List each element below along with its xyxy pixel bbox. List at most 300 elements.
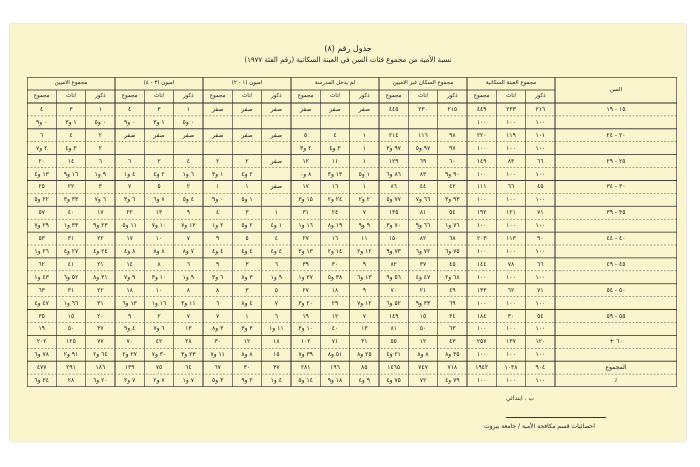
sub-header: اناث <box>506 93 516 99</box>
cell-percent: ١٠٠ <box>476 273 487 281</box>
cell-count: ٣ <box>69 105 73 113</box>
cell-count: ١٤٦٥ <box>387 364 401 372</box>
table-number-title: جدول رقم (٨) <box>324 44 372 53</box>
cell-count: ٣١ <box>67 286 75 294</box>
cell-percent: ١٠٠ <box>535 273 546 281</box>
cell-percent: ٥٠ <box>67 325 75 333</box>
cell-count: ١٥٠ <box>388 235 399 243</box>
cell-count: ٥ <box>304 131 308 139</box>
cell-count: ٥٧ <box>38 209 45 217</box>
cell-percent: ٧ و٨ <box>182 247 194 255</box>
cell-percent: ١٠٠ <box>535 377 546 385</box>
cell-percent: ٦٤ و٢ <box>93 351 108 359</box>
cell-count: ١ <box>245 183 249 191</box>
cell-count: ٨٣ <box>507 157 515 165</box>
header-group: مجموع الاميين <box>54 80 88 86</box>
cell-count: ١٩ <box>302 312 309 320</box>
cell-percent: ٠ و٩ <box>36 118 48 126</box>
cell-percent: ١٠٠ <box>476 222 487 230</box>
cell-percent: ١ و٥ <box>358 170 370 178</box>
cell-count: ١ <box>362 157 366 165</box>
cell-percent: ٢٩ و٧ <box>34 222 49 230</box>
cell-count: ١٨ <box>273 338 280 346</box>
cell-percent: ٦٦ و٧ <box>415 196 431 204</box>
cell-count: ٨٦ <box>390 183 397 191</box>
cell-count: ٦ <box>274 260 278 268</box>
cell-count: ١١١ <box>476 183 487 191</box>
cell-percent: ٦٣ <box>449 325 456 333</box>
cell-count: ٣ <box>245 260 249 268</box>
row-age-label: ٥٠ - ٥٤ <box>606 286 626 294</box>
cell-percent: ١ و٣ <box>65 118 77 126</box>
cell-percent: ١٠٠ <box>506 222 516 230</box>
cell-count: ١٧ <box>97 209 104 217</box>
cell-percent: ١٩ و٨ <box>327 222 343 230</box>
cell-percent: ٣ و٣ <box>241 325 253 333</box>
cell-percent: ٥٦ و٩ <box>386 273 401 281</box>
cell-count: ٢٤ <box>331 209 339 217</box>
cell-percent: ١٦ و٩ <box>63 170 79 178</box>
cell-percent: ٣٣ و٣ <box>63 196 79 204</box>
cell-percent: ٢٤ و٤ <box>93 247 108 255</box>
cell-percent: ٥٠ <box>419 325 427 333</box>
cell-percent: ١١ و٧ <box>210 351 225 359</box>
sub-header: ذكور <box>271 93 282 99</box>
cell-count: ١ <box>186 105 190 113</box>
cell-percent: ٤٧ و٤ <box>415 273 431 281</box>
cell-percent: ١٠٠ <box>506 351 516 359</box>
cell-count: ٤٧٧ <box>36 364 47 372</box>
cell-percent: ١٣ و٣ <box>298 247 313 255</box>
cell-count: ١ <box>98 105 102 113</box>
cell-count: ١٠٢ <box>300 338 311 346</box>
scanned-document-page <box>10 24 686 441</box>
cell-percent: ١ و٥ <box>241 196 253 204</box>
cell-percent: ١٤ و٢ <box>327 247 343 255</box>
cell-count: ٤ <box>128 105 132 113</box>
row-age-label: ٣٥ - ٣٩ <box>606 209 626 217</box>
cell-count: ٤٩ <box>449 286 456 294</box>
cell-percent: ٧٣ و٩ <box>386 247 401 255</box>
sub-header: اناث <box>66 93 76 99</box>
cell-count: ١٣٩ <box>124 364 135 372</box>
cell-percent: ٤ و٤ <box>212 247 224 255</box>
cell-count: ٦ <box>186 260 190 268</box>
signature-line <box>506 417 606 418</box>
cell-count: ٣٠ <box>331 260 339 268</box>
statistics-table <box>27 77 677 387</box>
cell-percent: ٢٨ <box>67 377 75 385</box>
row-age-label: ٣٠ - ٣٤ <box>606 183 626 191</box>
cell-percent: ١٠٠ <box>476 118 487 126</box>
cell-percent: ١٠٠ <box>506 273 516 281</box>
cell-percent: ١٢ و٢ <box>357 247 372 255</box>
cell-count: ٨ <box>157 260 161 268</box>
cell-count: ١ <box>245 312 249 320</box>
cell-count: ١٨٤ <box>476 312 487 320</box>
cell-percent: ٦ و٧ <box>153 325 165 333</box>
cell-percent: ٣ و٤ <box>65 144 77 152</box>
cell-percent: ٩٧ <box>449 144 456 152</box>
cell-percent: ٦٨ و٢ <box>445 273 460 281</box>
cell-count: ٢ <box>157 312 161 320</box>
cell-count: ٩٠٤ <box>535 364 546 372</box>
cell-count: ٢١٥ <box>447 105 458 113</box>
cell-count: صفر <box>329 105 341 113</box>
cell-percent: ١٠٠ <box>506 170 516 178</box>
cell-count: ٢٧ <box>302 235 309 243</box>
cell-percent: ٢٥ و٨ <box>357 351 372 359</box>
sub-header: ذكور <box>447 93 458 99</box>
cell-percent: ١٠٠ <box>506 325 516 333</box>
row-age-label: ٢٥ - ٢٩ <box>606 157 626 165</box>
cell-percent: ٢٤ و٢ <box>327 196 343 204</box>
cell-percent: ٣٥ و٨ <box>445 351 460 359</box>
cell-count: ٥٣ <box>38 235 45 243</box>
cell-percent: ١٣ و٤ <box>34 170 49 178</box>
cell-percent: ٩ و١ <box>94 170 106 178</box>
cell-count: ٣٧ <box>419 260 427 268</box>
cell-count: ١٩٤٢ <box>475 364 489 372</box>
cell-count: ١١٦ <box>418 131 428 139</box>
cell-percent: ٧٢ <box>419 377 427 385</box>
cell-count: ٧١٨ <box>447 364 458 372</box>
cell-percent: ٤ و٩ <box>124 325 136 333</box>
cell-count: ٤٣ <box>449 338 456 346</box>
cell-count: صفر <box>270 131 283 139</box>
cell-count: ٤ <box>186 157 190 165</box>
cell-count: ٤٤٥ <box>388 105 399 113</box>
cell-count: ٩ <box>362 286 366 294</box>
cell-percent: ٢١ و٤ <box>386 351 401 359</box>
footer-note: ب . ابتدائي <box>506 395 535 402</box>
cell-count: ٣٠ <box>214 338 221 346</box>
cell-count: ١٢٠ <box>535 338 546 346</box>
cell-count: ٧١ <box>331 338 339 346</box>
cell-count: ١٠ <box>155 286 163 294</box>
header-group: اميون (١ - ٢) <box>231 80 263 86</box>
cell-count: ٩٨ <box>449 131 456 139</box>
cell-percent: ١٠٠ <box>535 170 546 178</box>
cell-count: ١٩٢ <box>476 209 487 217</box>
cell-count: ١٤ <box>67 157 75 165</box>
cell-count: ١١٩ <box>506 131 516 139</box>
cell-percent: ٨ و٤ <box>124 247 136 255</box>
cell-count: ٣٥ <box>38 312 45 320</box>
cell-count: ٩ <box>128 312 132 320</box>
cell-count: ٤ <box>274 235 278 243</box>
sub-header: مجموع <box>385 93 402 99</box>
row-age-label: المجموع <box>605 364 627 372</box>
table-subtitle: نسبة الأمية من مجموع فئات السن في العينة السكانية (رقم الفئة ١٩٧٧) <box>244 56 452 64</box>
cell-percent: ١٠٠ <box>476 196 487 204</box>
cell-count: ١١ <box>331 157 339 165</box>
cell-count: ١٨٦ <box>95 364 106 372</box>
sub-header: ذكور <box>95 93 106 99</box>
cell-percent: ١٠٠ <box>506 377 516 385</box>
cell-count: ٧٠ <box>126 338 133 346</box>
row-age-label: ٤٠ - ٤٤ <box>606 235 626 243</box>
row-age-label: ٢٠ - ٢٤ <box>606 131 626 139</box>
cell-count: ٢١ <box>419 286 427 294</box>
cell-count: ٥ <box>274 286 278 294</box>
cell-count: ٢٠٣ <box>476 235 487 243</box>
cell-count: ٣٩ <box>302 260 309 268</box>
cell-percent: ٦ و١ <box>182 170 194 178</box>
cell-count: ١ <box>216 183 220 191</box>
cell-percent: ٠ و٩ <box>212 196 224 204</box>
cell-percent: ٢٤ و٦ <box>34 377 49 385</box>
cell-percent: ٧ و٢ <box>153 377 165 385</box>
cell-count: صفر <box>153 131 165 139</box>
cell-percent: ٣٣ و١ <box>63 222 79 230</box>
cell-count: صفر <box>299 105 312 113</box>
cell-percent: ٦٦ و١ <box>63 299 79 307</box>
cell-count: ٦٤ <box>185 364 192 372</box>
cell-percent: ٦٦ و٩ <box>415 222 431 230</box>
cell-count: ١٢٩ <box>388 157 399 165</box>
cell-percent: ٣٣ و٩ <box>415 299 431 307</box>
cell-count: ٦٠ <box>449 157 456 165</box>
cell-count: ١٦ <box>331 183 339 191</box>
cell-count: ٧ <box>186 312 190 320</box>
sub-header: مجموع <box>297 93 314 99</box>
cell-count: ٤ <box>333 131 337 139</box>
cell-count: ١٥ <box>67 312 75 320</box>
cell-percent: ٠ و٥ <box>182 118 194 126</box>
cell-count: ١٢ <box>302 157 309 165</box>
cell-percent: ١٣ <box>361 325 368 333</box>
cell-count: ٨٢ <box>390 260 397 268</box>
cell-count: ١٤ <box>126 260 133 268</box>
cell-count: ٢ <box>157 157 161 165</box>
cell-percent: ٣٠ و٧ <box>151 351 167 359</box>
cell-count: ١٢ <box>419 338 427 346</box>
cell-percent: ١٠٠ <box>535 196 546 204</box>
cell-count: ٧٠ <box>390 286 397 294</box>
cell-percent: ٤٠ <box>331 325 339 333</box>
cell-count: ٤٥ <box>449 260 456 268</box>
cell-count: ١٢٥ <box>66 338 76 346</box>
cell-percent: ٧٦ و١ <box>445 222 460 230</box>
cell-count: ٢ <box>186 183 190 191</box>
cell-percent: ٤ و١ <box>270 377 282 385</box>
cell-count: ١٩٦ <box>330 364 340 372</box>
cell-count: ١ <box>362 183 366 191</box>
cell-percent: ٧٥ و٤ <box>386 377 401 385</box>
cell-percent: ١٢ و٧ <box>357 299 372 307</box>
cell-percent: ٥٢ و٦ <box>386 299 401 307</box>
cell-count: ٨١ <box>419 209 427 217</box>
cell-percent: ٢٠ و٣ <box>298 299 313 307</box>
cell-percent: ٩ و٧ <box>124 273 136 281</box>
cell-count: ٨٢ <box>419 235 427 243</box>
row-age-label: ٤٥ - ٤٩ <box>606 260 626 268</box>
cell-count: ٢٠ <box>97 312 104 320</box>
cell-count: ٧٨ <box>507 260 515 268</box>
cell-count: ٢٥٧ <box>476 338 487 346</box>
cell-count: ٤٤٩ <box>476 105 487 113</box>
cell-count: ١٣٣ <box>476 286 487 294</box>
cell-percent: ٢ و٣ <box>300 144 312 152</box>
cell-count: ٣٠ <box>243 364 251 372</box>
cell-percent: ٢ و٢ <box>358 196 370 204</box>
cell-percent: ١٠٠ <box>476 325 487 333</box>
cell-count: ٩٠ <box>537 235 544 243</box>
cell-count: ٦ <box>274 312 278 320</box>
sub-header: ذكور <box>183 93 194 99</box>
cell-count: ٤ <box>216 209 220 217</box>
cell-percent: ٠ و٥ <box>94 118 106 126</box>
cell-count: ١٠١ <box>535 131 546 139</box>
cell-percent: ١٠٠ <box>506 247 516 255</box>
cell-count: ٦٩ <box>419 157 427 165</box>
sub-header: اناث <box>418 93 428 99</box>
cell-percent: ٣ و٤ <box>329 144 341 152</box>
cell-count: ٣٧ <box>273 364 280 372</box>
cell-count: ٧٥ <box>155 364 163 372</box>
cell-count: ٢٣٣ <box>506 105 516 113</box>
cell-percent: ١٠ و٣ <box>298 325 313 333</box>
cell-percent: ١٣ و٦ <box>357 273 372 281</box>
cell-percent: ٣ و٨ <box>212 325 224 333</box>
cell-percent: ٢ و٩ <box>241 377 253 385</box>
cell-count: ٤٤ <box>419 183 427 191</box>
cell-percent: ١٠٠ <box>476 170 487 178</box>
cell-percent: ٠ و٩ <box>124 118 136 126</box>
cell-percent: ١٠٠ <box>535 325 546 333</box>
cell-percent: ١٠٠ <box>535 247 546 255</box>
cell-count: ٢٥ <box>38 183 45 191</box>
cell-count: صفر <box>123 131 136 139</box>
cell-count: ٦٧ <box>214 364 221 372</box>
cell-percent: ١٠٠ <box>476 351 487 359</box>
cell-percent: ٢٣ و٩ <box>93 222 108 230</box>
cell-count: صفر <box>270 105 283 113</box>
cell-count: ١٨ <box>331 286 339 294</box>
cell-percent: ٣١ و٨ <box>93 273 108 281</box>
cell-percent: ٤ و١ <box>124 170 136 178</box>
row-age-label: ١٥ - ١٩ <box>606 105 626 113</box>
cell-count: ٦٦ <box>537 260 544 268</box>
cell-count: ٩ <box>186 209 190 217</box>
cell-count: ٣ <box>245 286 249 294</box>
cell-percent: ١٣ <box>185 325 192 333</box>
cell-percent: ٩٧ و٥ <box>415 144 431 152</box>
cell-percent: ٧ و٦ <box>153 196 165 204</box>
cell-count: ٢١٦ <box>535 105 546 113</box>
cell-count: ٩ <box>216 235 220 243</box>
cell-percent: ١٠٠ <box>535 351 546 359</box>
cell-percent: ٨ و٨ <box>241 351 253 359</box>
cell-count: صفر <box>182 131 195 139</box>
cell-count: ٣ <box>245 209 249 217</box>
cell-percent: ٩ و١ <box>270 273 282 281</box>
cell-count: ٤٢ <box>155 338 163 346</box>
cell-percent: ٥٢ و٦ <box>63 273 79 281</box>
cell-percent: ١٠٠ <box>535 222 546 230</box>
cell-percent: ٩١ و٢ <box>63 351 79 359</box>
cell-percent: ١٠٠ <box>476 377 487 385</box>
cell-count: ١١ <box>361 235 368 243</box>
cell-count: ١٠ <box>155 235 163 243</box>
cell-count: ٧٤٧ <box>418 364 428 372</box>
cell-count: ٧٧ <box>97 338 104 346</box>
cell-percent: ٤ و٤ <box>270 247 282 255</box>
cell-percent: ١١ و١ <box>269 325 284 333</box>
row-age-label: ٥٥ - ٥٩ <box>606 312 626 320</box>
cell-percent: ٩٠ و٩ <box>445 170 460 178</box>
cell-count: ١٣ <box>155 209 163 217</box>
cell-count: ١٢ <box>331 312 339 320</box>
cell-count: ٧ <box>128 183 132 191</box>
cell-percent: ٧٠ و٣ <box>386 222 401 230</box>
cell-percent: ١٤ و٥ <box>298 377 313 385</box>
cell-count: ٢٧ <box>302 286 309 294</box>
cell-percent: ٩ و٤ <box>358 377 370 385</box>
cell-count: ١٢١ <box>506 209 516 217</box>
cell-count: ٥٤ <box>537 312 544 320</box>
cell-count: ٨ <box>186 286 190 294</box>
cell-count: ١٨ <box>126 286 133 294</box>
cell-percent: ١٨ و٩ <box>327 377 343 385</box>
cell-count: ٧ <box>362 312 366 320</box>
cell-percent: ١٣ و٦ <box>122 299 137 307</box>
cell-percent: ٢٧ و٤ <box>63 247 79 255</box>
cell-count: ٢٢ <box>97 286 104 294</box>
cell-count: ٨ <box>216 286 220 294</box>
cell-percent: ١١ و٥ <box>122 222 137 230</box>
cell-count: ٦ <box>128 157 132 165</box>
header-group: لم يدخل المدرسة <box>314 80 356 86</box>
cell-percent: ٤ و٤ <box>241 247 253 255</box>
cell-count: ٢٢ <box>126 209 133 217</box>
sub-header: ذكور <box>359 93 370 99</box>
cell-count: ٤٥ <box>537 183 544 191</box>
cell-count: ١٤٩ <box>476 157 487 165</box>
cell-count: ٥ <box>245 235 249 243</box>
cell-count: ٢١٤ <box>388 131 399 139</box>
sub-header: اناث <box>330 93 340 99</box>
cell-count: ٣٤ <box>449 312 456 320</box>
cell-percent: ٧٧ و٥ <box>386 196 401 204</box>
cell-percent: ٧ و١ <box>182 377 194 385</box>
cell-count: ٤١ <box>67 260 75 268</box>
cell-count: ٦٦ <box>537 157 544 165</box>
cell-percent: ١ <box>362 144 366 152</box>
cell-count: ٤ <box>40 105 44 113</box>
cell-count: ٣١ <box>67 235 75 243</box>
cell-count: ٥٥ <box>390 338 397 346</box>
cell-percent: ٧٨ و٦ <box>34 351 49 359</box>
row-age-label: ٦٠ + <box>609 338 623 346</box>
cell-count: ١٣٧ <box>506 338 516 346</box>
cell-count: ٢ <box>245 157 249 165</box>
cell-percent: ٥١ و٨ <box>327 351 343 359</box>
cell-percent: ٣٩ و٧ <box>298 351 313 359</box>
cell-count: ٣ <box>98 183 102 191</box>
cell-count: ١١٣ <box>506 235 516 243</box>
cell-count: ٦٨ <box>449 235 456 243</box>
cell-percent: ٨ و٨ <box>153 247 165 255</box>
cell-count: ١ <box>362 131 366 139</box>
cell-count: ١٥ <box>419 312 427 320</box>
cell-percent: ١٠٠ <box>476 299 487 307</box>
cell-count: ١٤٤ <box>476 260 487 268</box>
cell-percent: ١٠ و٣ <box>151 273 167 281</box>
cell-count: صفر <box>241 131 253 139</box>
header-group: اميون (٣ - ٤) <box>143 80 175 86</box>
